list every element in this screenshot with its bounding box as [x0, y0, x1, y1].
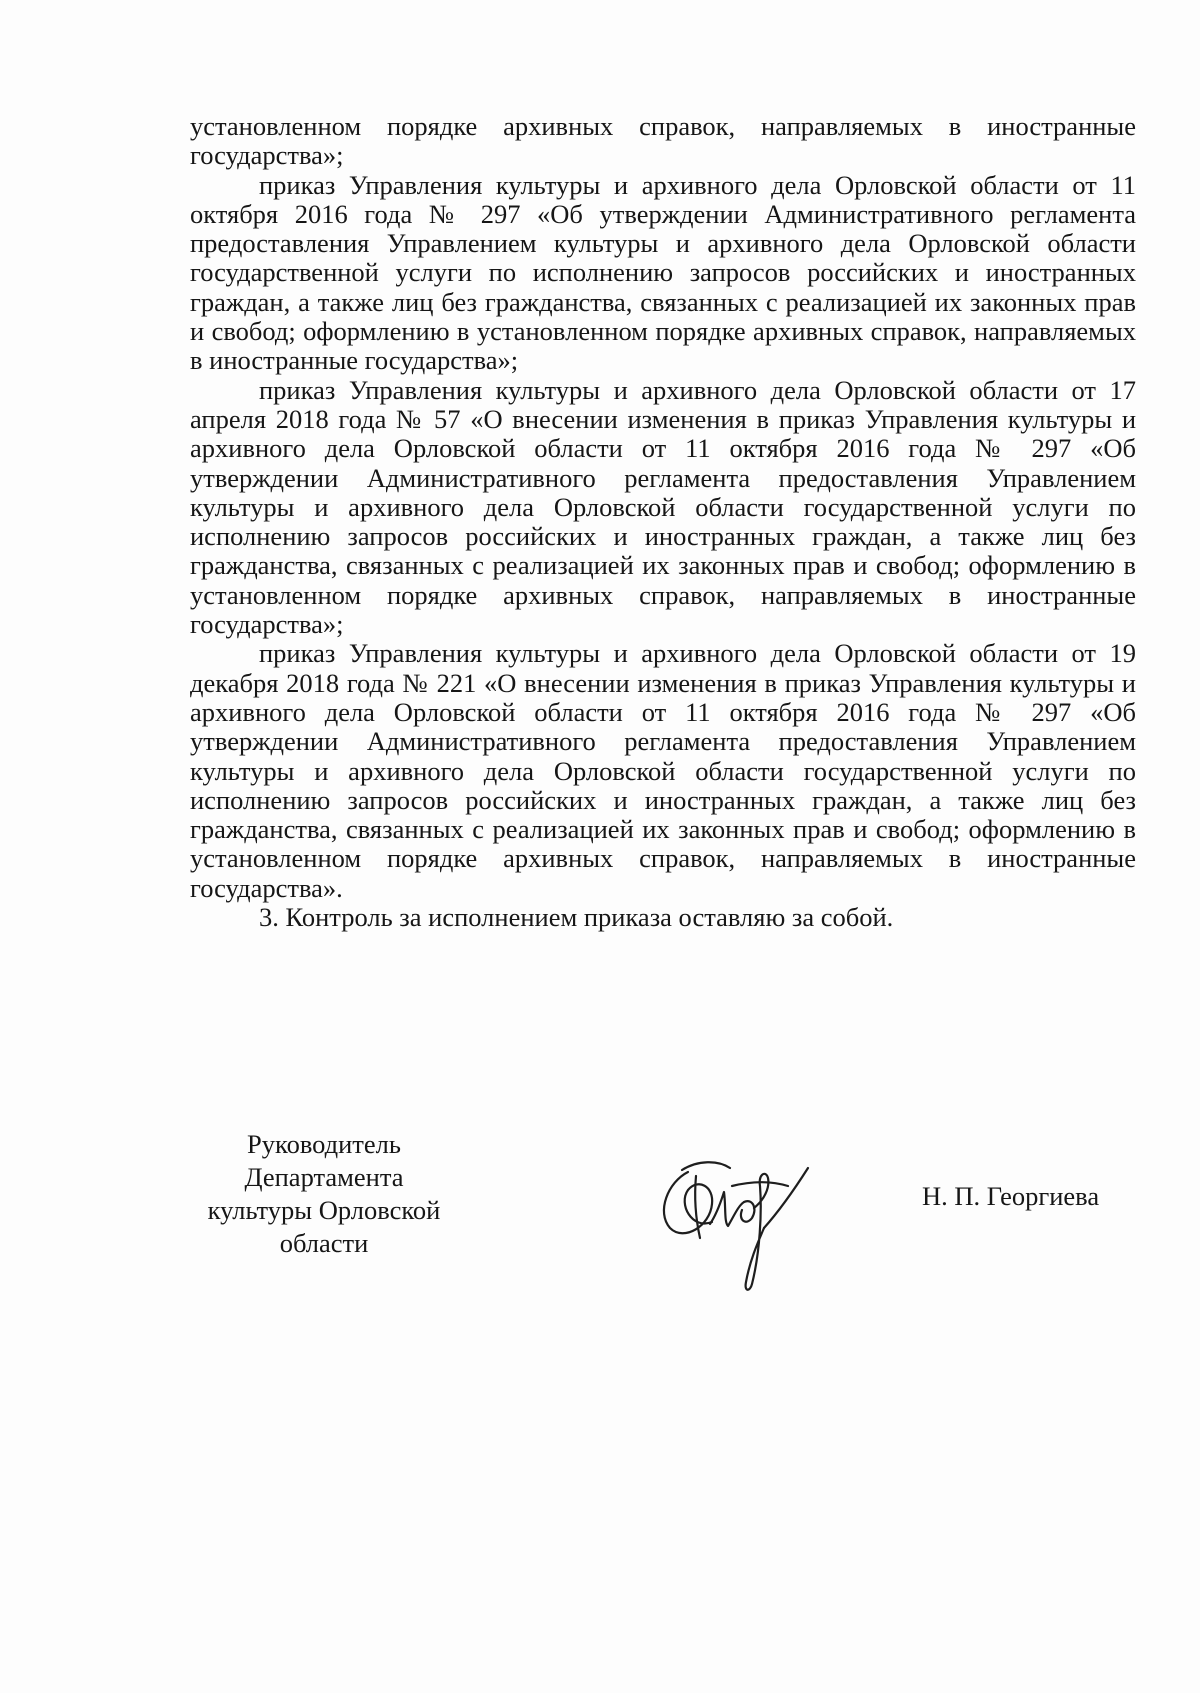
signatory-title-line: области	[279, 1228, 369, 1258]
handwritten-signature-icon	[648, 1142, 823, 1302]
signatory-title-line: Департамента	[244, 1162, 404, 1192]
document-body	[190, 112, 1136, 932]
signatory-title-line: культуры Орловской	[207, 1195, 441, 1225]
paragraph-order-297: приказ Управления культуры и архивного дела Орловской области от 11 октября 2016 года № 297 «Об утверждении Административного регламента предоставления Управлением культуры и архивного дела Орловской области государственной услуги по исполнению запросов российских и иностранных граждан, а также лиц без гражданства, связанных с реализацией их законных прав и свобод; оформлению в установленном порядке архивных справок, направляемых в иностранные государства»;	[190, 169, 1136, 376]
signatory-title	[190, 1128, 458, 1260]
paragraph-order-221: приказ Управления культуры и архивного дела Орловской области от 19 декабря 2018 года № 221 «О внесении изменения в приказ Управления культуры и архивного дела Орловской области от 11 октября 2016 года № 297 «Об утверждении Административного регламента предоставления Управлением культуры и архивного дела Орловской области государственной услуги по исполнению запросов российских и иностранных граждан, а также лиц без гражданства, связанных с реализацией их законных прав и свобод; оформлению в установленном порядке архивных справок, направляемых в иностранные государства».	[190, 638, 1136, 903]
paragraph-order-57: приказ Управления культуры и архивного дела Орловской области от 17 апреля 2018 года № 57 «О внесении изменения в приказ Управления культуры и архивного дела Орловской области от 11 октября 2016 года № 297 «Об утверждении Административного регламента предоставления Управлением культуры и архивного дела Орловской области государственной услуги по исполнению запросов российских и иностранных граждан, а также лиц без гражданства, связанных с реализацией их законных прав и свобод; оформлению в установленном порядке архивных справок, направляемых в иностранные государства»;	[190, 374, 1136, 640]
paragraph-continuation: установленном порядке архивных справок, направляемых в иностранные государства»;	[190, 111, 1136, 171]
paragraph-control-clause: 3. Контроль за исполнением приказа оставляю за собой.	[259, 902, 894, 933]
signatory-name: Н. П. Георгиева	[922, 1181, 1100, 1211]
signature-block	[0, 1128, 1200, 1328]
signatory-title-line: Руководитель	[247, 1129, 401, 1159]
